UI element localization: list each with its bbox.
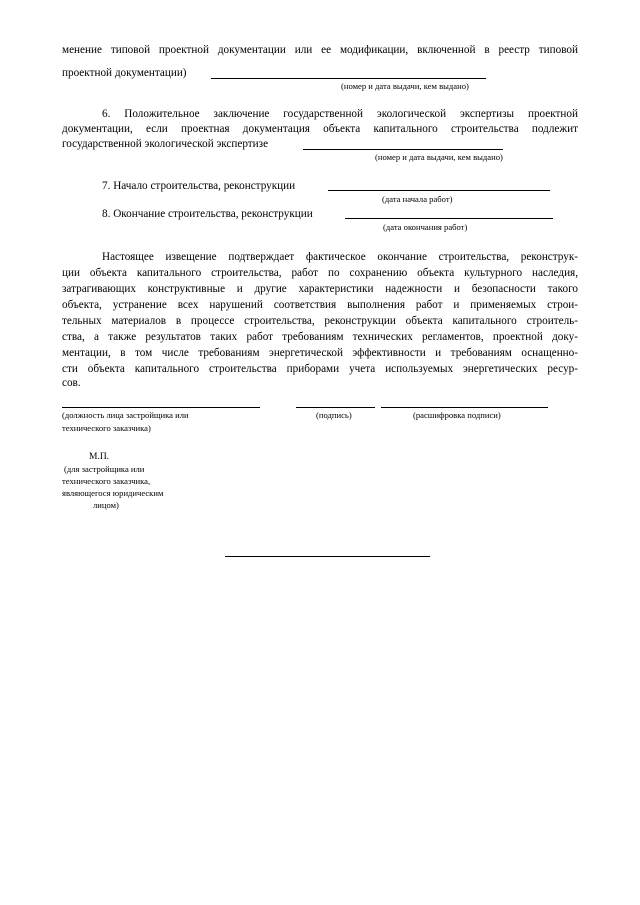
position-fill-line[interactable]	[62, 407, 260, 408]
section-7-hint: (дата начала работ)	[382, 194, 453, 204]
section-5-line-1: менение типовой проектной документации или ее модификации, включенной в реестр типовой	[62, 44, 578, 56]
section-5-hint: (номер и дата выдачи, кем выдано)	[341, 81, 469, 91]
section-8-fill-line[interactable]	[345, 218, 553, 219]
signature-hint: (подпись)	[316, 410, 352, 420]
section-6-hint: (номер и дата выдачи, кем выдано)	[375, 152, 503, 162]
notice-line: тельных материалов в процессе строительства, реконструкции объекта капитального строитель-	[62, 315, 578, 327]
notice-line: Настоящее извещение подтверждает фактическое окончание строительства, реконструк-	[102, 251, 578, 263]
section-6-line-1: 6. Положительное заключение государственной экологической экспертизы проектной	[102, 108, 578, 120]
closing-rule	[225, 556, 430, 557]
notice-line: объекта, устранение всех нарушений соответствия выполнения работ и применяемых строи-	[62, 299, 578, 311]
section-7-label: 7. Начало строительства, реконструкции	[102, 180, 296, 192]
stamp-hint: являющегося юридическим	[62, 488, 164, 498]
stamp-hint: технического заказчика,	[62, 476, 151, 486]
transcript-hint: (расшифровка подписи)	[413, 410, 501, 420]
notice-line: сов.	[62, 377, 81, 389]
section-5-fill-line[interactable]	[211, 78, 486, 79]
section-6-fill-line[interactable]	[303, 149, 503, 150]
signature-fill-line[interactable]	[296, 407, 375, 408]
notice-line: ции объекта капитального строительства, работ по сохранению объекта культурного наследия,	[62, 267, 578, 279]
notice-line: ства, а также результатов таких работ требованиям технических регламентов, проектной доку-	[62, 331, 578, 343]
section-6-line-2: документации, если проектная документация объекта капитального строительства подлежит	[62, 123, 578, 135]
section-8-hint: (дата окончания работ)	[383, 222, 468, 232]
notice-line: ментации, в том числе требованиям энергетической эффективности и требованиям оснащенно-	[62, 347, 578, 359]
position-hint: технического заказчика)	[62, 423, 151, 433]
section-7-fill-line[interactable]	[328, 190, 550, 191]
transcript-fill-line[interactable]	[381, 407, 548, 408]
position-hint: (должность лица застройщика или	[62, 410, 189, 420]
notice-line: сти объекта капитального строительства приборами учета используемых энергетических ресур-	[62, 363, 578, 375]
notice-line: затрагивающих конструктивные и другие характеристики надежности и безопасности такого	[62, 283, 578, 295]
stamp-mark: М.П.	[89, 452, 110, 462]
section-8-label: 8. Окончание строительства, реконструкции	[102, 208, 313, 220]
stamp-hint: лицом)	[93, 500, 119, 510]
section-5-line-2: проектной документации)	[62, 67, 187, 79]
section-6-line-3: государственной экологической экспертизе	[62, 138, 269, 150]
stamp-hint: (для застройщика или	[64, 464, 145, 474]
